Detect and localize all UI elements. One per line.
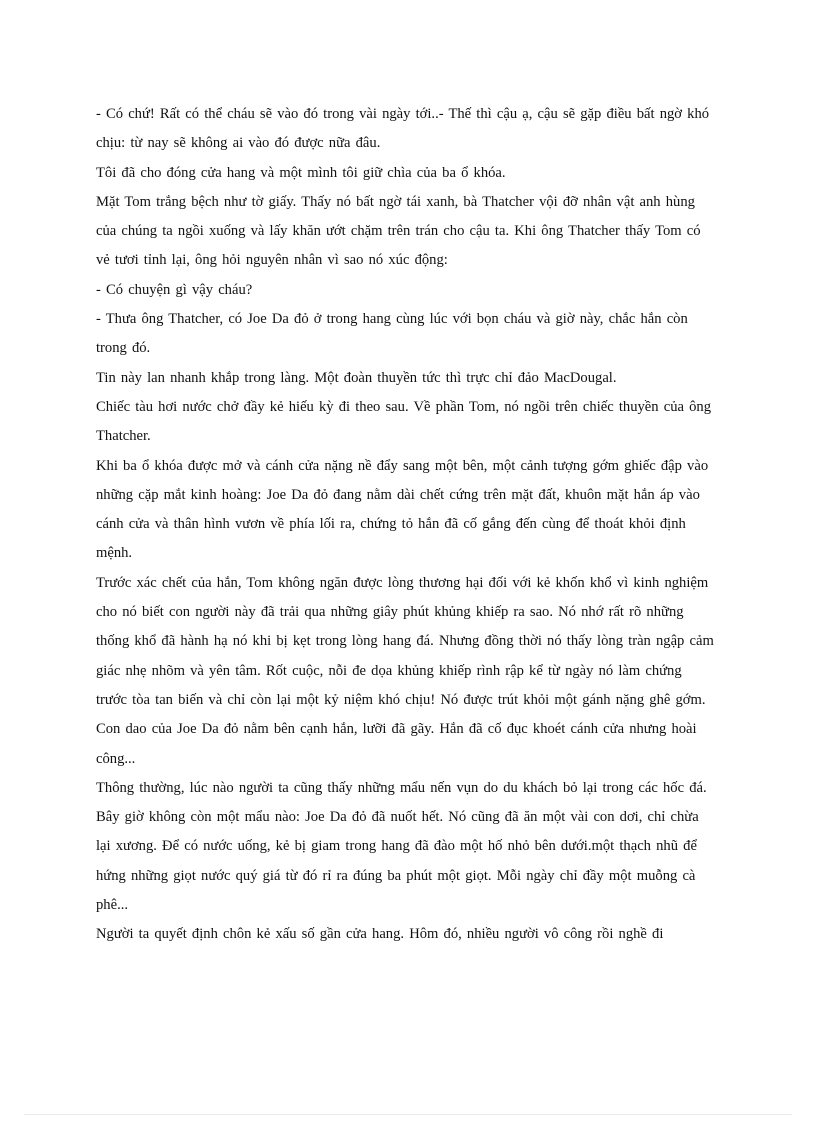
document-body — [96, 100, 714, 950]
page-bottom-edge — [24, 1114, 792, 1115]
paragraph-2: Tôi đã cho đóng cửa hang và một mình tôi giữ chìa của ba ổ khóa. — [96, 164, 506, 181]
paragraph-12: Người ta quyết định chôn kẻ xấu số gần cửa hang. Hôm đó, nhiều người vô công rồi nghề đi — [96, 926, 664, 943]
paragraph-1: - Có chứ! Rất có thể cháu sẽ vào đó trong vài ngày tới..- Thế thì cậu ạ, cậu sẽ gặp điều bất ngờ khó chịu: từ nay sẽ không ai vào đó được nữa đâu. — [96, 106, 710, 152]
paragraph-7: Chiếc tàu hơi nước chở đầy kẻ hiếu kỳ đi theo sau. Về phần Tom, nó ngồi trên chiếc thuyền của ông Thatcher. — [96, 398, 712, 445]
paragraph-5: - Thưa ông Thatcher, có Joe Da đỏ ở trong hang cùng lúc với bọn cháu và giờ này, chắc hắn còn trong đó. — [96, 311, 688, 357]
paragraph-4: - Có chuyện gì vậy cháu? — [96, 281, 253, 298]
paragraph-10: Con dao của Joe Da đỏ nằm bên cạnh hắn, lưỡi đã gãy. Hắn đã cố đục khoét cánh cửa nhưng hoài công... — [96, 721, 697, 767]
paragraph-11: Thông thường, lúc nào người ta cũng thấy những mẩu nến vụn do du khách bỏ lại trong các hốc đá. Bây giờ không còn một mẩu nào: Joe Da đỏ đã nuốt hết. Nó cũng đã ăn một vài con dơi, chỉ chừa lại xương. Để có nước uống, kẻ bị giam trong hang đã đào một hố nhỏ bên dưới.một thạch nhũ để hứng những giọt nước quý giá từ đó rỉ ra đúng ba phút một giọt. Mỗi ngày chỉ đầy một muỗng cà phê... — [96, 779, 707, 914]
paragraph-9: Trước xác chết của hắn, Tom không ngăn được lòng thương hại đối với kẻ khốn khổ vì kinh nghiệm cho nó biết con người này đã trải qua những giây phút khủng khiếp ra sao. Nó nhớ rất rõ những thống khổ đã hành hạ nó khi bị kẹt trong lòng hang đá. Nhưng đồng thời nó thấy lòng tràn ngập cảm giác nhẹ nhõm và yên tâm. Rốt cuộc, nỗi đe dọa khủng khiếp rình rập kể từ ngày nó làm chứng trước tòa tan biến và chỉ còn lại một kỷ niệm khó chịu! Nó được trút khỏi một gánh nặng ghê gớm. — [96, 574, 714, 708]
paragraph-6: Tin này lan nhanh khắp trong làng. Một đoàn thuyền tức thì trực chỉ đảo MacDougal. — [96, 369, 617, 386]
paragraph-8: Khi ba ổ khóa được mở và cánh cửa nặng nề đẩy sang một bên, một cảnh tượng gớm ghiếc đập vào những cặp mắt kinh hoàng: Joe Da đỏ đang nằm dài chết cứng trên mặt đất, khuôn mặt hắn áp vào cánh cửa và thân hình vươn về phía lối ra, chứng tỏ hắn đã cố gắng đến cùng để thoát khỏi định mệnh. — [96, 457, 709, 562]
paragraph-3: Mặt Tom trắng bệch như tờ giấy. Thấy nó bất ngờ tái xanh, bà Thatcher vội đỡ nhân vật anh hùng của chúng ta ngồi xuống và lấy khăn ướt chặm trên trán cho cậu ta. Khi ông Thatcher thấy Tom có vẻ tươi tỉnh lại, ông hỏi nguyên nhân vì sao nó xúc động: — [96, 193, 701, 269]
